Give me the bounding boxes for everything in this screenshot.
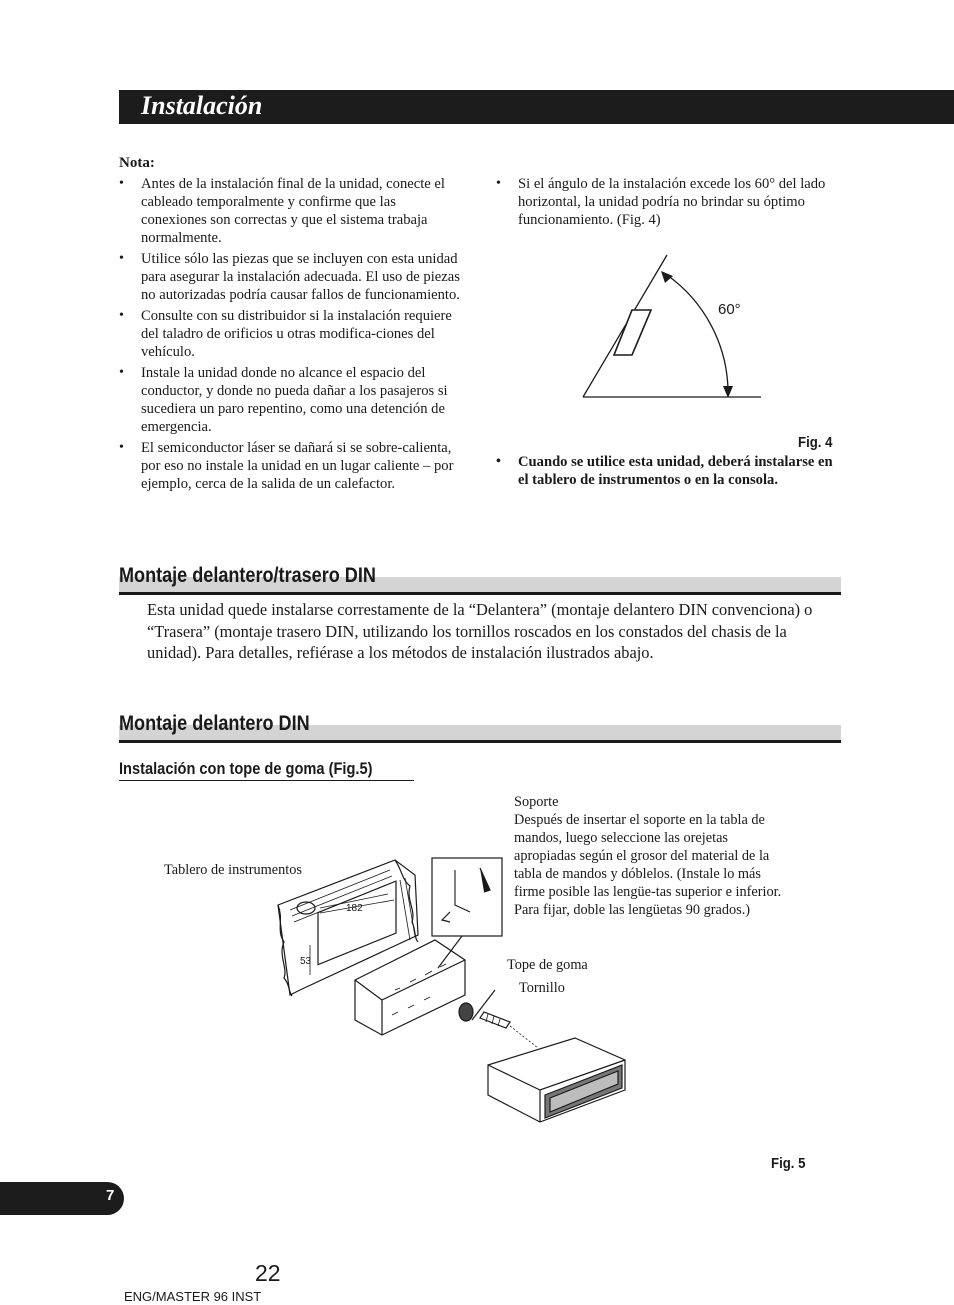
arc-arrow-top: [661, 271, 673, 283]
note-list-right-bold: [496, 453, 841, 492]
page-title: Instalación: [141, 91, 263, 120]
section-title-front: [119, 712, 841, 743]
fig5-caption: Fig. 5: [771, 1155, 806, 1172]
screw-label: Tornillo: [519, 980, 565, 996]
section-paragraph: Esta unidad quede instalarse correstamente de la “Delantera” (montaje delantero DIN convenciona) o “Trasera” (montaje trasero DIN, utilizando los tornillos roscados en los constados del chasis de la unidad). Para detalles, refiérase a los métodos de instalación ilustrados abajo.: [147, 600, 813, 662]
note-list-right: [496, 175, 841, 232]
page-tab-number: 7: [106, 1187, 115, 1204]
note-item-angle: • Si el ángulo de la instalación excede los 60° del lado horizontal, la unidad podría no brindar su óptimo funcionamiento. (Fig. 4): [496, 175, 841, 229]
page-number: 22: [255, 1260, 281, 1286]
soporte-text: Después de insertar el soporte en la tabla de mandos, luego seleccione las orejetas apropiadas según el grosor del material de la tabla de mandos y dóblelos. (Instale lo más firme posible las lengüe-tas superior e inferior. Para fijar, doble las lengüetas 90 grados.): [514, 812, 782, 918]
note-item-bold: • Cuando se utilice esta unidad, deberá instalarse en el tablero de instrumentos o en la consola.: [496, 453, 841, 489]
angle-diagram: [570, 250, 770, 405]
note-item: • Utilice sólo las piezas que se incluyen con esta unidad para asegurar la instalación adecuada. El uso de piezas no autorizadas podría causar fallos de funcionamiento.: [119, 250, 464, 304]
dimension-width: 182: [346, 903, 363, 914]
detail-inset: [432, 858, 502, 936]
subsection-title: [119, 759, 414, 781]
footer-code: ENG/MASTER 96 INST: [124, 1289, 262, 1304]
unit-shape: [614, 310, 651, 355]
soporte-title: Soporte: [514, 794, 559, 810]
rubber-stop-label: Tope de goma: [507, 957, 588, 973]
section-title-text: Montaje delantero DIN: [119, 712, 310, 735]
section-title-front-rear: [119, 564, 841, 595]
note-item: • Consulte con su distribuidor si la instalación requiere del taladro de orificios u otras modifica-ciones del vehículo.: [119, 307, 464, 361]
section-title-text: Montaje delantero/trasero DIN: [119, 564, 376, 587]
fig4-caption: Fig. 4: [798, 434, 833, 451]
angle-label: 60°: [718, 301, 741, 318]
rubber-stop: [459, 1003, 473, 1021]
note-item: • Antes de la instalación final de la unidad, conecte el cableado temporalmente y confirme que las conexiones son correctas y que el sistema trabaja normalmente.: [119, 175, 464, 247]
dashboard-label: Tablero de instrumentos: [164, 862, 302, 878]
screw: [480, 1012, 510, 1028]
angle-arc: [667, 275, 728, 390]
installation-illustration: [270, 850, 630, 1135]
arc-arrow-bottom: [723, 386, 733, 398]
note-item: • El semiconductor láser se dañará si se sobre-calienta, por eso no instale la unidad en un lugar caliente – por ejemplo, cerca de la salida de un calefactor.: [119, 439, 464, 493]
dimension-height: 53: [300, 956, 312, 967]
note-list-left: [119, 175, 464, 496]
subsection-title-text: Instalación con tope de goma (Fig.5): [119, 759, 373, 778]
note-label: Nota:: [119, 155, 155, 171]
note-item: • Instale la unidad donde no alcance el espacio del conductor, y donde no pueda dañar a los pasajeros si sucediera un paro repentino, como una detención de emergencia.: [119, 364, 464, 436]
